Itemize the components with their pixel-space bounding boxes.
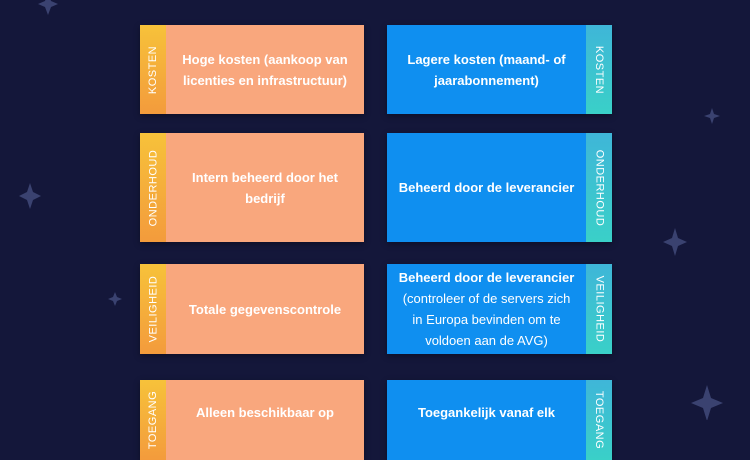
star-icon xyxy=(704,108,720,124)
star-icon xyxy=(691,385,723,420)
right-card-subtext: (controleer of de servers zich in Europa bevinden om te voldoen aan de AVG) xyxy=(402,291,571,348)
left-card-costs xyxy=(140,25,364,114)
right-tab-security: VEILIGHEID xyxy=(586,264,612,354)
left-card-text: Hoge kosten (aankoop van licenties en infrastructuur) xyxy=(166,25,364,114)
right-tab-access: TOEGANG xyxy=(586,380,612,460)
star-icon xyxy=(19,183,41,209)
left-card-maintenance xyxy=(140,133,364,242)
right-card-text: Beheerd door de leverancier xyxy=(387,133,586,242)
left-card-text: Intern beheerd door het bedrijf xyxy=(166,133,364,242)
right-card-maintenance xyxy=(387,133,612,242)
star-icon xyxy=(663,228,687,256)
right-card-text: Toegankelijk vanaf elk xyxy=(387,380,586,460)
left-card-text: Alleen beschikbaar op xyxy=(166,380,364,460)
star-icon xyxy=(108,292,122,306)
right-card-text xyxy=(387,264,586,354)
left-tab-security: VEILIGHEID xyxy=(140,264,166,354)
right-card-costs xyxy=(387,25,612,114)
left-card-security xyxy=(140,264,364,354)
right-card-security xyxy=(387,264,612,354)
left-tab-maintenance: ONDERHOUD xyxy=(140,133,166,242)
right-card-access xyxy=(387,380,612,460)
left-card-text: Totale gegevenscontrole xyxy=(166,264,364,354)
left-tab-access: TOEGANG xyxy=(140,380,166,460)
right-card-text: Lagere kosten (maand- of jaarabonnement) xyxy=(387,25,586,114)
right-tab-maintenance: ONDERHOUD xyxy=(586,133,612,242)
left-tab-costs: KOSTEN xyxy=(140,25,166,114)
right-tab-costs: KOSTEN xyxy=(586,25,612,114)
star-icon xyxy=(38,0,58,15)
right-card-title: Beheerd door de leverancier xyxy=(398,270,575,285)
left-card-access xyxy=(140,380,364,460)
